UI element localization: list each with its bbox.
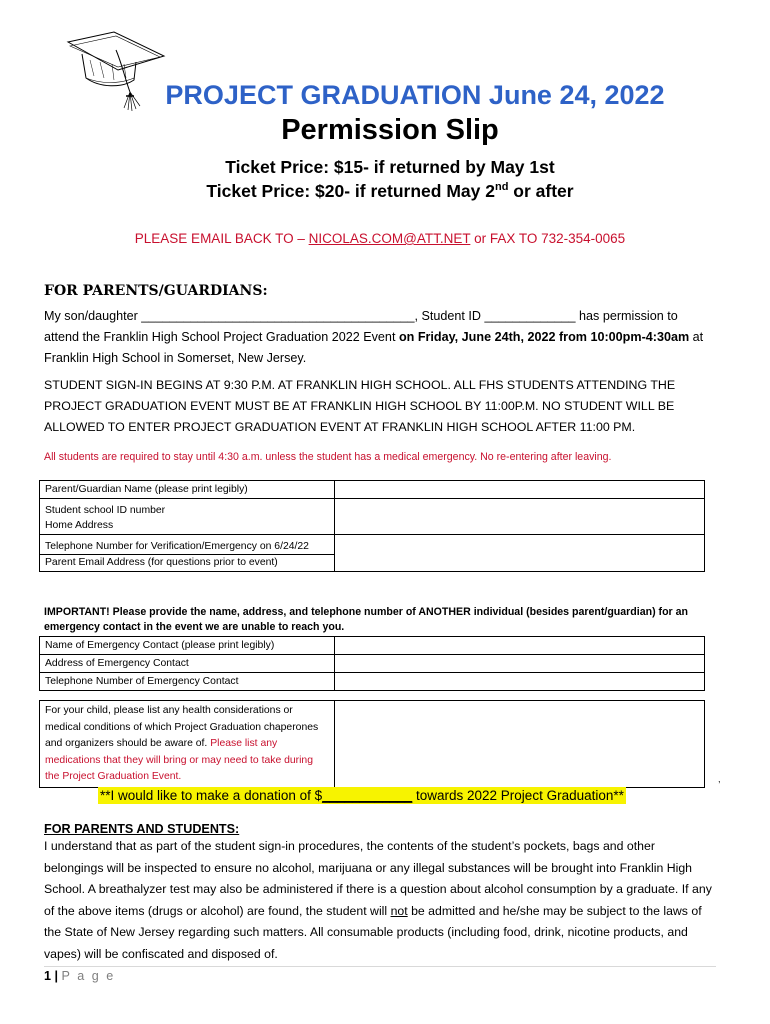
table-row (40, 673, 705, 691)
phone-email-field[interactable] (335, 535, 705, 572)
emergency-phone-label: Telephone Number of Emergency Contact (40, 673, 335, 691)
table-row (40, 655, 705, 673)
emergency-contact-notice: IMPORTANT! Please provide the name, address, and telephone number of ANOTHER individual (besides parent/guardian) for an emergency contact in the event we are unable to reach you. (44, 606, 688, 633)
table-row (40, 499, 705, 535)
table-row (40, 481, 705, 499)
emergency-address-field[interactable] (335, 655, 705, 673)
table-row (40, 535, 705, 572)
ticket-price-late: Ticket Price: $20- if returned May 2nd or after (206, 181, 574, 201)
margin-mark: , (718, 774, 721, 784)
emergency-name-label: Name of Emergency Contact (please print legibly) (40, 637, 335, 655)
emergency-phone-field[interactable] (335, 673, 705, 691)
student-id-address-field[interactable] (335, 499, 705, 535)
ticket-price-early: Ticket Price: $15- if returned by May 1st (225, 157, 555, 177)
health-field[interactable] (335, 701, 705, 788)
parent-name-field[interactable] (335, 481, 705, 499)
stay-notice: All students are required to stay until 4:30 a.m. unless the student has a medical emergency. No re-entering after leaving. (44, 451, 612, 463)
emergency-contact-table (39, 636, 705, 691)
page-subtitle: Permission Slip (281, 114, 499, 146)
inspection-statement: I understand that as part of the student sign-in procedures, the contents of the student’s pockets, bags and other belongings will be inspected to ensure no alcohol, marijuana or any illegal substances will be brought into Franklin High School. A breathalyzer test may also be administered if there is a question about alcohol consumption by a graduate. If any of the above items (drugs or alcohol) are found, the student will not be admitted and he/she may be subject to the laws of the State of New Jersey regarding such matters. All consumable products (including food, drink, nicotine products, and vapes) will be confiscated and disposed of. (44, 839, 712, 961)
page-number: 1 (44, 969, 52, 983)
email-link[interactable]: NICOLAS.COM@ATT.NET (308, 231, 471, 246)
donation-amount-field[interactable]: ____________ (322, 788, 413, 803)
permission-statement: My son/daughter _______________________________________, Student ID _____________ has permission to attend the Franklin High School Project Graduation 2022 Event on Friday, June 24th, 2022 from 10:00pm-4:30am at Franklin High School in Somerset, New Jersey. (44, 309, 704, 365)
return-instructions: PLEASE EMAIL BACK TO – NICOLAS.COM@ATT.NET or FAX TO 732-354-0065 (134, 231, 626, 246)
parent-info-table (39, 480, 705, 572)
parent-name-label: Parent/Guardian Name (please print legibly) (40, 481, 335, 499)
health-label: For your child, please list any health considerations or medical conditions of which Project Graduation chaperones and organizers should be aware of. Please list any medications that they will bring or may need to take during the Project Graduation Event. (40, 701, 335, 788)
health-table (39, 700, 705, 788)
table-row (40, 637, 705, 655)
parents-students-heading: FOR PARENTS AND STUDENTS: (44, 822, 240, 836)
emergency-address-label: Address of Emergency Contact (40, 655, 335, 673)
page-title: PROJECT GRADUATION June 24, 2022 (165, 80, 665, 110)
donation-line: **I would like to make a donation of $____________ towards 2022 Project Graduation** (100, 788, 624, 803)
phone-email-label: Telephone Number for Verification/Emergency on 6/24/22 Parent Email Address (for questions prior to event) (40, 535, 335, 572)
table-row (40, 701, 705, 788)
footer-divider (44, 966, 716, 967)
page-word: P a g e (61, 969, 116, 983)
page-footer: 1 | P a g e (44, 969, 116, 983)
student-id-address-label: Student school ID number Home Address (40, 499, 335, 535)
sign-in-notice: STUDENT SIGN-IN BEGINS AT 9:30 P.M. AT FRANKLIN HIGH SCHOOL. ALL FHS STUDENTS ATTENDING THE PROJECT GRADUATION EVENT MUST BE AT FRANKLIN HIGH SCHOOL BY 11:00P.M. NO STUDENT WILL BE ALLOWED TO ENTER PROJECT GRADUATION EVENT AT FRANKLIN HIGH SCHOOL AFTER 11:00 PM. (44, 378, 676, 434)
emergency-name-field[interactable] (335, 637, 705, 655)
parents-guardians-heading: FOR PARENTS/GUARDIANS: (44, 283, 268, 299)
